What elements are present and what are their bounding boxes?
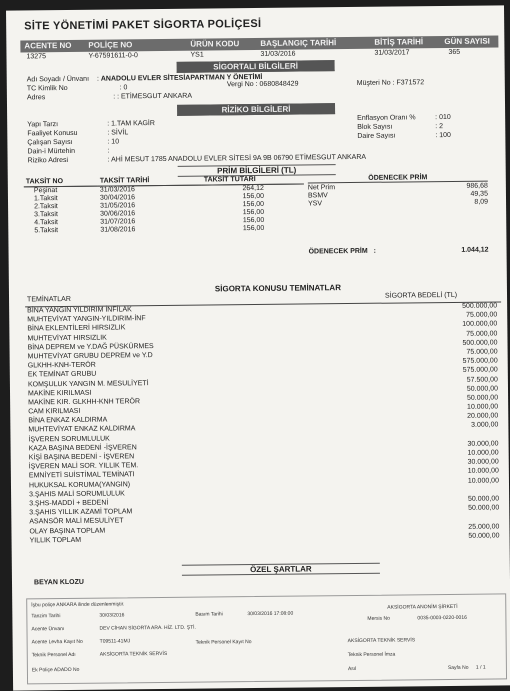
odenecek-value: 8,09 bbox=[474, 198, 489, 206]
insured-name: ANADOLU EVLER SİTESİAPARTMAN Y ÖNETİMİ bbox=[100, 73, 263, 83]
dain-label: Dain-i Mürtehin bbox=[27, 147, 75, 156]
header-acente-no: ACENTE NO bbox=[24, 40, 72, 51]
document-title: SİTE YÖNETİMİ PAKET SİGORTA POLİÇESİ bbox=[24, 17, 262, 33]
odenecek-label: BSMV bbox=[307, 192, 328, 200]
teminat-section-title: SİGORTA KONUSU TEMİNATLAR bbox=[214, 283, 342, 294]
tanzim-value: 30/03/2016 bbox=[99, 612, 125, 619]
prim-row bbox=[24, 224, 304, 235]
teminat-name: HUKUKSAL KORUMA(YANGIN) bbox=[28, 480, 131, 489]
odenecek-row bbox=[308, 199, 488, 209]
teminat-name: YILLIK TOPLAM bbox=[29, 536, 82, 545]
sayfa-label: Sayfa No bbox=[447, 664, 469, 672]
header-bitis: BİTİŞ TARİHİ bbox=[374, 37, 424, 47]
baslangic-value: 31/03/2016 bbox=[260, 50, 296, 58]
teminat-value: 75.000,00 bbox=[466, 330, 498, 338]
tax-row: Vergi No : 0680848429 bbox=[226, 80, 299, 89]
teminat-name: MUHTEVİYAT YANGIN-YILDIRIM-İNF bbox=[27, 315, 146, 324]
teminat-value: 75.000,00 bbox=[466, 348, 498, 356]
teminat-name: BİNA DEPREM ve Y.DAĞ PÜSKÜRMES bbox=[27, 342, 154, 352]
teminat-value: 20.000,00 bbox=[467, 412, 499, 421]
tax-label: Vergi No bbox=[226, 81, 254, 89]
prim-cell-date: 31/07/2016 bbox=[100, 218, 136, 226]
odenecek-total-label: ÖDENECEK PRİM bbox=[308, 247, 368, 256]
teminat-name: MUHTEVİYAT ENKAZ KALDIRMA bbox=[28, 425, 136, 434]
address-value: ETİMESGUT ANKARA bbox=[120, 92, 193, 101]
acente-no-value: 13275 bbox=[26, 53, 47, 61]
teminat-name: MUHTEVİYAT GRUBU DEPREM ve Y.D bbox=[27, 352, 153, 361]
tanzim-label: Tanzim Tarihi bbox=[31, 613, 61, 620]
faaliyet-label: Faaliyet Konusu bbox=[27, 129, 78, 138]
prim-cell-no: 4.Taksit bbox=[34, 219, 59, 227]
acente-label: Acente Ünvanı bbox=[31, 626, 65, 633]
customer-label: Müşteri No bbox=[356, 79, 391, 87]
levha-value: T09511-41MJ bbox=[99, 638, 131, 645]
basim-label: Basım Tarihi bbox=[195, 611, 223, 618]
teminat-name: EK TEMİNAT GRUBU bbox=[27, 370, 97, 379]
prim-table-grid bbox=[24, 175, 305, 235]
teminat-value: 50.000,00 bbox=[466, 385, 499, 393]
prim-cell-date: 30/06/2016 bbox=[100, 210, 136, 218]
odenecek-value: 49,35 bbox=[470, 190, 488, 198]
riziko-adres-value: AHİ MESUT 1785 ANADOLU EVLER SİTESİ 9A 9B 06790 ETİMESGUT ANKARA bbox=[111, 153, 367, 164]
teminat-value: 30.000,00 bbox=[467, 458, 499, 466]
levha-label: Acente Levha Kayıt No bbox=[31, 638, 83, 646]
prim-cell-amount: 156,00 bbox=[242, 208, 265, 217]
policy-document bbox=[6, 5, 510, 690]
ozel-section-title: ÖZEL ŞARTLAR bbox=[182, 563, 380, 576]
teminat-name: 3.ŞAHIS YILLIK AZAMİ TOPLAM bbox=[29, 508, 133, 517]
prim-cell-no: 5.Taksit bbox=[34, 227, 59, 235]
prim-cell-amount: 156,00 bbox=[242, 192, 265, 201]
risk-left-block: Yapı Tarzı : 1.TAM KAGİR Faaliyet Konusu : SİVİL Çalışan Sayısı : 10 Dain-i Mürtehin : Riziko Adresi : AHİ MESUT 1785 ANADOLU EVLER SİTESİ 9A 9B 06790 ETİMESGUT ANKARA bbox=[27, 120, 367, 165]
footer-intro: İşbu poliçe ANKARA ilinde düzenlenmiştir. bbox=[31, 601, 125, 609]
prim-cell-date: 31/08/2016 bbox=[100, 226, 136, 234]
teknik-kayit-label: Teknik Personel Kayıt No bbox=[195, 639, 252, 646]
mersis-label: Mersis No bbox=[367, 615, 390, 622]
address-row: Adres : : ETİMESGUT ANKARA bbox=[26, 92, 193, 102]
riziko-adres-label: Riziko Adresi bbox=[27, 156, 69, 165]
enflasyon-value: 010 bbox=[439, 113, 451, 122]
customer-value: F371572 bbox=[396, 79, 425, 87]
prim-cell-amount: 156,00 bbox=[242, 224, 265, 233]
teminat-name: 3.ŞAHIS MALİ SORUMLULUK bbox=[29, 490, 125, 499]
prim-section-title: PRİM BİLGİLERİ (TL) bbox=[178, 164, 336, 177]
insured-section-title: SİGORTALI BİLGİLERİ bbox=[177, 60, 335, 73]
odenecek-total-row: ÖDENECEK PRİM : 1.044,12 bbox=[308, 246, 489, 256]
teminat-name: KİŞİ BAŞINA BEDENİ - İŞVEREN bbox=[28, 453, 135, 462]
teminat-value: 10.000,00 bbox=[467, 449, 499, 457]
odenecek-rows bbox=[308, 183, 488, 209]
prim-table-body bbox=[24, 184, 304, 235]
blok-label: Blok Sayısı bbox=[357, 123, 393, 131]
teminat-value: 50.000,00 bbox=[468, 532, 500, 540]
risk-right-block: Enflasyon Oranı % : 010 Blok Sayısı : 2 Daire Sayısı : 100 bbox=[357, 113, 451, 140]
faaliyet-value: SİVİL bbox=[111, 129, 129, 137]
daire-value: 100 bbox=[439, 131, 451, 140]
prim-cell-amount: 156,00 bbox=[242, 216, 265, 225]
teminat-value: 57.500,00 bbox=[466, 375, 498, 384]
address-label: Adres bbox=[26, 94, 46, 102]
customer-row: Müşteri No : F371572 bbox=[356, 79, 425, 87]
odenecek-label: Net Prim bbox=[307, 184, 336, 192]
tc-label: TC Kimlik No bbox=[26, 84, 68, 93]
teminat-list bbox=[25, 302, 503, 546]
teminat-value: 10.000,00 bbox=[467, 403, 499, 411]
risk-section-title: RİZİKO BİLGİLERİ bbox=[177, 103, 335, 116]
prim-cell-date: 31/03/2016 bbox=[99, 186, 135, 194]
yapi-value: 1.TAM KAGİR bbox=[111, 120, 155, 128]
acente-value: DEV CİHAN SİGORTA ARA. HİZ. LTD. ŞTİ. bbox=[99, 624, 196, 632]
sayfa-value: 1 / 1 bbox=[475, 664, 486, 671]
teminat-value: 30.000,00 bbox=[467, 440, 499, 448]
prim-header-date: TAKSİT TARİHİ bbox=[99, 177, 150, 185]
teminat-name: İŞVEREN MALİ SOR. YILLIK TEM. bbox=[28, 462, 139, 471]
header-baslangic: BAŞLANGIÇ TARİHİ bbox=[260, 38, 337, 48]
odenecek-panel bbox=[308, 174, 489, 257]
prim-cell-date: 31/05/2016 bbox=[100, 202, 136, 210]
teminat-name: İŞVEREN SORUMLULUK bbox=[28, 435, 110, 444]
odenecek-value: 986,68 bbox=[466, 182, 488, 190]
asil-label: Asıl bbox=[347, 665, 357, 673]
teminat-name: MAKİNE KIR. GLKHH-KNH TERÖR bbox=[28, 398, 141, 407]
prim-cell-amount: 264,12 bbox=[242, 184, 264, 193]
police-no-value: Y-67591611-0-0 bbox=[88, 52, 138, 60]
header-police-no: POLİÇE NO bbox=[88, 40, 133, 50]
teminat-value: 50.000,00 bbox=[468, 504, 500, 512]
teminat-name: MAKİNE KIRILMASI bbox=[27, 389, 92, 398]
sirket-name: AKSİGORTA ANONİM ŞİRKETİ bbox=[387, 603, 458, 611]
teminat-value: 25.000,00 bbox=[468, 522, 500, 531]
insured-name-row: Adı Soyadı / Ünvanı : ANADOLU EVLER SİTESİAPARTMAN Y ÖNETİMİ bbox=[26, 73, 263, 84]
teminat-value: 75.000,00 bbox=[466, 311, 498, 319]
teminat-value: 575.000,00 bbox=[462, 357, 498, 365]
gun-value: 365 bbox=[448, 48, 461, 56]
teminat-name: BİNA ENKAZ KALDIRMA bbox=[28, 416, 108, 425]
teminat-value: 500.000,00 bbox=[462, 339, 498, 347]
urun-kodu-value: YS1 bbox=[190, 51, 204, 59]
teminat-name: ASANSÖR MALİ MESULİYET bbox=[29, 517, 124, 526]
teminat-value: 3.000,00 bbox=[471, 421, 499, 430]
calisan-value: 10 bbox=[111, 138, 120, 146]
prim-cell-date: 30/04/2016 bbox=[99, 194, 136, 202]
teminat-value: 50.000,00 bbox=[467, 495, 500, 503]
teminat-name: KAZA BAŞINA BEDENİ -İŞVEREN bbox=[28, 444, 137, 453]
header-gun: GÜN SAYISI bbox=[444, 36, 490, 47]
teminat-name: OLAY BAŞINA TOPLAM bbox=[29, 527, 106, 535]
daire-label: Daire Sayısı bbox=[357, 132, 396, 140]
personel-imza-label: Teknik Personel İmza bbox=[347, 651, 396, 659]
tax-value: 0680848429 bbox=[259, 80, 299, 88]
teminat-value: 10.000,00 bbox=[467, 467, 499, 476]
blok-value: 2 bbox=[439, 123, 444, 131]
bitis-value: 31/03/2017 bbox=[374, 49, 410, 57]
enflasyon-label: Enflasyon Oranı % bbox=[357, 114, 416, 122]
teminat-name: MUHTEVİYAT HIRSIZLIK bbox=[27, 334, 107, 342]
personel-value-right: AKSİGORTA TEKNİK SERVİS bbox=[347, 637, 416, 645]
odenecek-label: YSV bbox=[308, 200, 323, 208]
footer-box bbox=[26, 593, 507, 684]
insured-tc-row: TC Kimlik No : 0 bbox=[26, 84, 128, 93]
personel-label: Teknik Personel Adı bbox=[31, 651, 76, 659]
teminat-value: 100.000,00 bbox=[462, 320, 498, 329]
teminat-name: GLKHH-KNH-TERÖR bbox=[27, 361, 96, 370]
teminat-value: 50.000,00 bbox=[466, 394, 499, 402]
mersis-value: 0035-0003-0220-0016 bbox=[417, 614, 467, 622]
prim-table bbox=[24, 175, 305, 235]
teminat-name: EMNİYETİ SUİSTİMAL TEMİNATI bbox=[28, 471, 135, 480]
personel-value: AKSİGORTA TEKNİK SERVİS bbox=[99, 650, 168, 658]
prim-cell-no: 1.Taksit bbox=[33, 195, 58, 203]
calisan-label: Çalışan Sayısı bbox=[27, 138, 73, 147]
teminat-header-name: TEMİNATLAR bbox=[27, 295, 71, 304]
basim-value: 30/03/2016 17:08:00 bbox=[247, 610, 294, 618]
teminat-name: BİNA EKLENTİLERİ HIRSIZLIK bbox=[27, 324, 126, 333]
header-urun-kodu: ÜRÜN KODU bbox=[190, 39, 240, 49]
ek-police-label: Ek Poliçe ADADO No bbox=[31, 666, 80, 674]
yapi-label: Yapı Tarzı bbox=[27, 121, 59, 129]
odenecek-header: ÖDENECEK PRİM bbox=[308, 174, 488, 184]
odenecek-total-value: 1.044,12 bbox=[461, 246, 489, 254]
prim-cell-no: 2.Taksit bbox=[34, 203, 58, 211]
insured-name-label: Adı Soyadı / Ünvanı bbox=[26, 75, 90, 84]
prim-cell-no: 3.Taksit bbox=[34, 211, 58, 219]
prim-cell-no: Peşinat bbox=[33, 187, 58, 195]
teminat-name: KOMŞULUK YANGIN M. MESULİYETİ bbox=[27, 379, 149, 388]
teminat-value: 500.000,00 bbox=[462, 302, 498, 310]
prim-cell-amount: 156,00 bbox=[242, 200, 265, 209]
teminat-name: 3.ŞHS-MADDİ + BEDENİ bbox=[29, 499, 109, 508]
teminat-name: BİNA YANGIN YILDIRIM İNFİLAK bbox=[27, 306, 132, 315]
teminat-header-value: SİGORTA BEDELİ (TL) bbox=[384, 291, 458, 300]
prim-header-no: TAKSİT NO bbox=[25, 178, 64, 186]
beyan-klozu: BEYAN KLOZU bbox=[33, 578, 84, 587]
prim-header-amount: TAKSİT TUTARI bbox=[203, 176, 256, 184]
teminat-value: 575.000,00 bbox=[462, 366, 498, 375]
teminat-value: 10.000,00 bbox=[467, 477, 499, 485]
tc-value: 0 bbox=[123, 84, 128, 92]
teminat-name: CAM KIRILMASI bbox=[28, 407, 81, 416]
